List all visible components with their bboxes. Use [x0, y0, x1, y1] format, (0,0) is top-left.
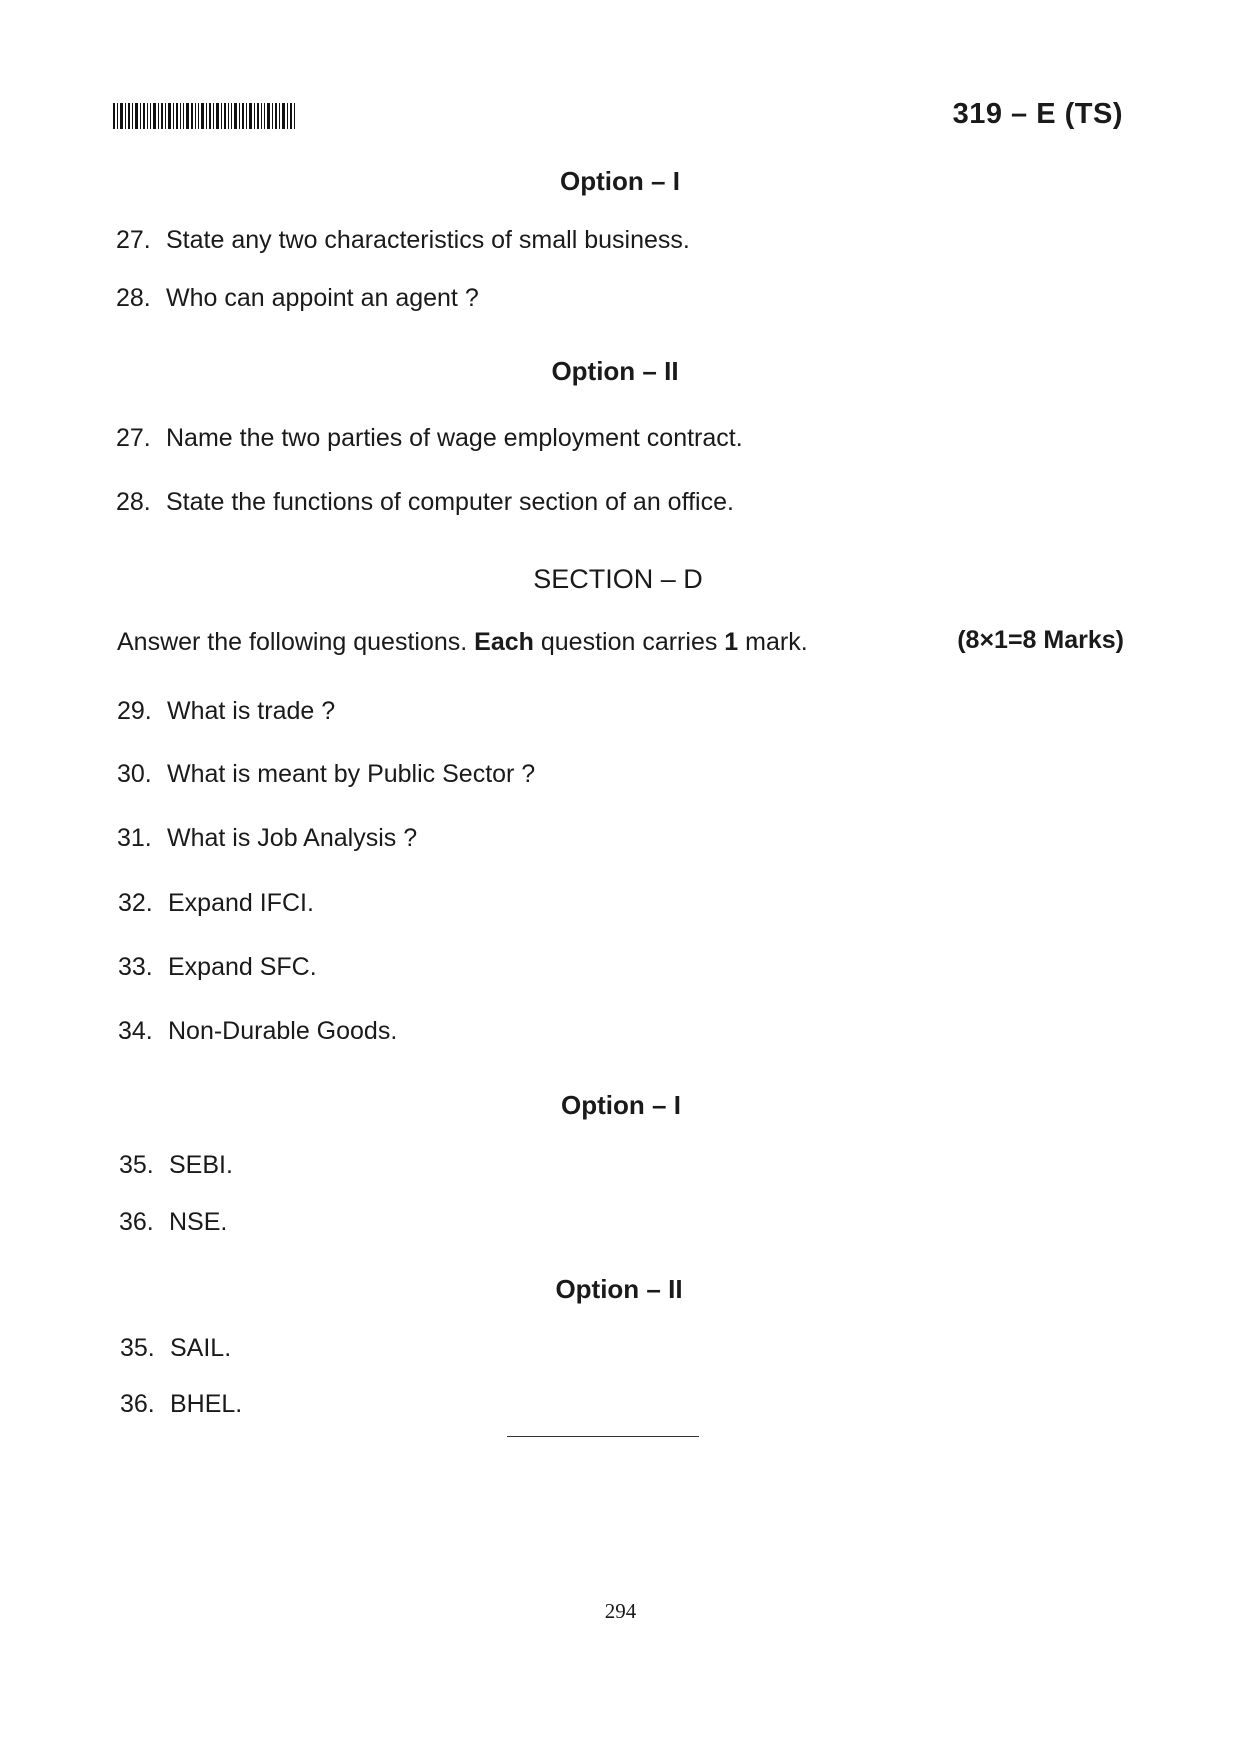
option-1-heading: Option – I [561, 1090, 681, 1120]
instruction-text: question carries [533, 628, 725, 656]
question-text: BHEL. [170, 1390, 243, 1418]
question-text: Name the two parties of wage employment contract. [166, 424, 743, 452]
option-1-heading: Option – I [560, 166, 680, 196]
list-item [116, 424, 743, 453]
list-item [119, 1151, 233, 1180]
instruction-text: Answer the following questions. [117, 628, 475, 656]
question-number: 29. [117, 697, 152, 725]
instruction-bold: 1 [724, 628, 739, 656]
list-item [117, 697, 335, 726]
option-2-heading: Option – II [551, 356, 679, 386]
question-text: NSE. [169, 1208, 228, 1236]
section-d-title: SECTION – D [533, 564, 703, 594]
list-item [116, 284, 479, 313]
list-item [118, 889, 314, 918]
question-number: 31. [117, 824, 152, 852]
question-number: 36. [120, 1390, 155, 1418]
question-number: 32. [118, 889, 153, 917]
list-item [119, 1208, 227, 1237]
list-item [120, 1390, 242, 1419]
question-text: Expand SFC. [168, 953, 317, 981]
question-text: State any two characteristics of small business. [166, 226, 690, 254]
paper-code: 319 – E (TS) [952, 98, 1123, 130]
list-item [118, 953, 317, 982]
list-item [117, 760, 535, 789]
list-item [116, 226, 690, 255]
end-divider [507, 1436, 699, 1437]
question-text: What is trade ? [167, 697, 336, 725]
section-d-marks: (8×1=8 Marks) [957, 626, 1124, 654]
option-2-heading: Option – II [555, 1274, 683, 1304]
list-item [117, 824, 417, 853]
instruction-bold: Each [474, 628, 534, 656]
question-number: 35. [119, 1151, 154, 1179]
question-number: 28. [116, 488, 151, 516]
question-number: 30. [117, 760, 152, 788]
list-item [120, 1334, 231, 1363]
question-text: SAIL. [170, 1334, 232, 1362]
question-number: 27. [116, 424, 151, 452]
list-item [118, 1017, 397, 1046]
question-number: 36. [119, 1208, 154, 1236]
question-text: Non-Durable Goods. [168, 1017, 398, 1045]
section-d-instruction [117, 628, 808, 657]
question-number: 35. [120, 1334, 155, 1362]
question-text: State the functions of computer section of an office. [166, 488, 734, 516]
question-text: What is Job Analysis ? [167, 824, 418, 852]
question-number: 34. [118, 1017, 153, 1045]
question-text: Expand IFCI. [168, 889, 314, 917]
question-number: 28. [116, 284, 151, 312]
question-text: What is meant by Public Sector ? [167, 760, 536, 788]
question-number: 33. [118, 953, 153, 981]
question-text: Who can appoint an agent ? [166, 284, 479, 312]
question-text: SEBI. [169, 1151, 233, 1179]
instruction-text: mark. [738, 628, 808, 656]
question-number: 27. [116, 226, 151, 254]
barcode [113, 103, 295, 129]
list-item [116, 488, 734, 517]
page-number: 294 [604, 1599, 637, 1623]
